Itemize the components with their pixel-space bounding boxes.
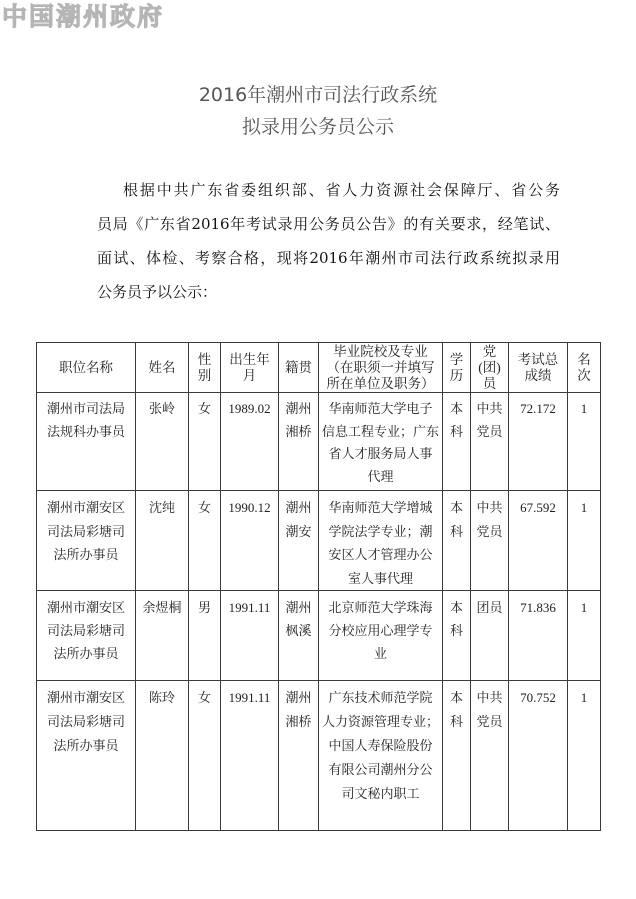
- cell-native-place: 潮州 湘桥: [279, 393, 319, 491]
- candidates-table: [36, 342, 601, 831]
- cell-birth: 1991.11: [221, 591, 279, 681]
- cell-school-major: 广东技术师范学院 人力资源管理专业； 中国人寿保险股份 有限公司潮州分公 司文秘内职工: [319, 681, 443, 831]
- title-line-1: 2016年潮州市司法行政系统: [198, 84, 438, 106]
- title-line-2: 拟录用公务员公示: [241, 116, 394, 138]
- cell-rank: 1: [568, 681, 601, 831]
- cell-rank: 1: [568, 393, 601, 491]
- cell-position: 潮州市潮安区 司法局彩塘司 法所办事员: [37, 681, 136, 831]
- cell-position: 潮州市司法局 法规科办事员: [37, 393, 136, 491]
- header-rank: 名 次: [568, 343, 601, 393]
- table-header-row: [37, 343, 601, 393]
- cell-score: 71.836: [509, 591, 568, 681]
- cell-name: 余煜桐: [136, 591, 189, 681]
- cell-gender: 女: [189, 491, 221, 591]
- cell-political-status: 中共 党员: [471, 393, 509, 491]
- cell-name: 沈纯: [136, 491, 189, 591]
- table-row: [37, 591, 601, 681]
- intro-line: 根据中共广东省委组织部、省人力资源社会保障厅、省公务: [123, 181, 560, 199]
- cell-birth: 1989.02: [221, 393, 279, 491]
- table-row: [37, 681, 601, 831]
- header-name: 姓名: [136, 343, 189, 393]
- cell-score: 72.172: [509, 393, 568, 491]
- header-education: 学 历: [443, 343, 471, 393]
- cell-name: 张岭: [136, 393, 189, 491]
- table-row: [37, 491, 601, 591]
- cell-school-major: 北京师范大学珠海 分校应用心理学专 业: [319, 591, 443, 681]
- cell-political-status: 团员: [471, 591, 509, 681]
- intro-line: 公务员予以公示：: [97, 283, 218, 301]
- header-political-status: 党 (团) 员: [471, 343, 509, 393]
- header-school-major: 毕业院校及专业 （在职须一并填写 所在单位及职务）: [319, 343, 443, 393]
- cell-position: 潮州市潮安区 司法局彩塘司 法所办事员: [37, 491, 136, 591]
- cell-name: 陈玲: [136, 681, 189, 831]
- government-logo: 中国潮州政府: [2, 2, 165, 31]
- cell-education: 本 科: [443, 591, 471, 681]
- cell-score: 67.592: [509, 491, 568, 591]
- cell-rank: 1: [568, 591, 601, 681]
- cell-birth: 1991.11: [221, 681, 279, 831]
- cell-school-major: 华南师范大学增城 学院法学专业；潮 安区人才管理办公 室人事代理: [319, 491, 443, 591]
- table-row: [37, 393, 601, 491]
- intro-paragraph: [97, 173, 560, 309]
- cell-gender: 女: [189, 393, 221, 491]
- cell-political-status: 中共 党员: [471, 491, 509, 591]
- cell-native-place: 潮州 潮安: [279, 491, 319, 591]
- header-native-place: 籍贯: [279, 343, 319, 393]
- cell-score: 70.752: [509, 681, 568, 831]
- cell-native-place: 潮州 湘桥: [279, 681, 319, 831]
- cell-education: 本 科: [443, 393, 471, 491]
- header-score: 考试总 成绩: [509, 343, 568, 393]
- header-position: 职位名称: [37, 343, 136, 393]
- cell-native-place: 潮州 枫溪: [279, 591, 319, 681]
- cell-birth: 1990.12: [221, 491, 279, 591]
- cell-school-major: 华南师范大学电子 信息工程专业；广东 省人才服务局人事 代理: [319, 393, 443, 491]
- intro-line: 员局《广东省2016年考试录用公务员公告》的有关要求，经笔试、: [97, 215, 560, 233]
- cell-education: 本 科: [443, 681, 471, 831]
- intro-line: 面试、体检、考察合格，现将2016年潮州市司法行政系统拟录用: [97, 249, 560, 267]
- cell-education: 本 科: [443, 491, 471, 591]
- header-birth: 出生年 月: [221, 343, 279, 393]
- cell-gender: 男: [189, 591, 221, 681]
- document-title: [0, 79, 636, 143]
- cell-position: 潮州市潮安区 司法局彩塘司 法所办事员: [37, 591, 136, 681]
- cell-rank: 1: [568, 491, 601, 591]
- cell-gender: 女: [189, 681, 221, 831]
- cell-political-status: 中共 党员: [471, 681, 509, 831]
- header-gender: 性 别: [189, 343, 221, 393]
